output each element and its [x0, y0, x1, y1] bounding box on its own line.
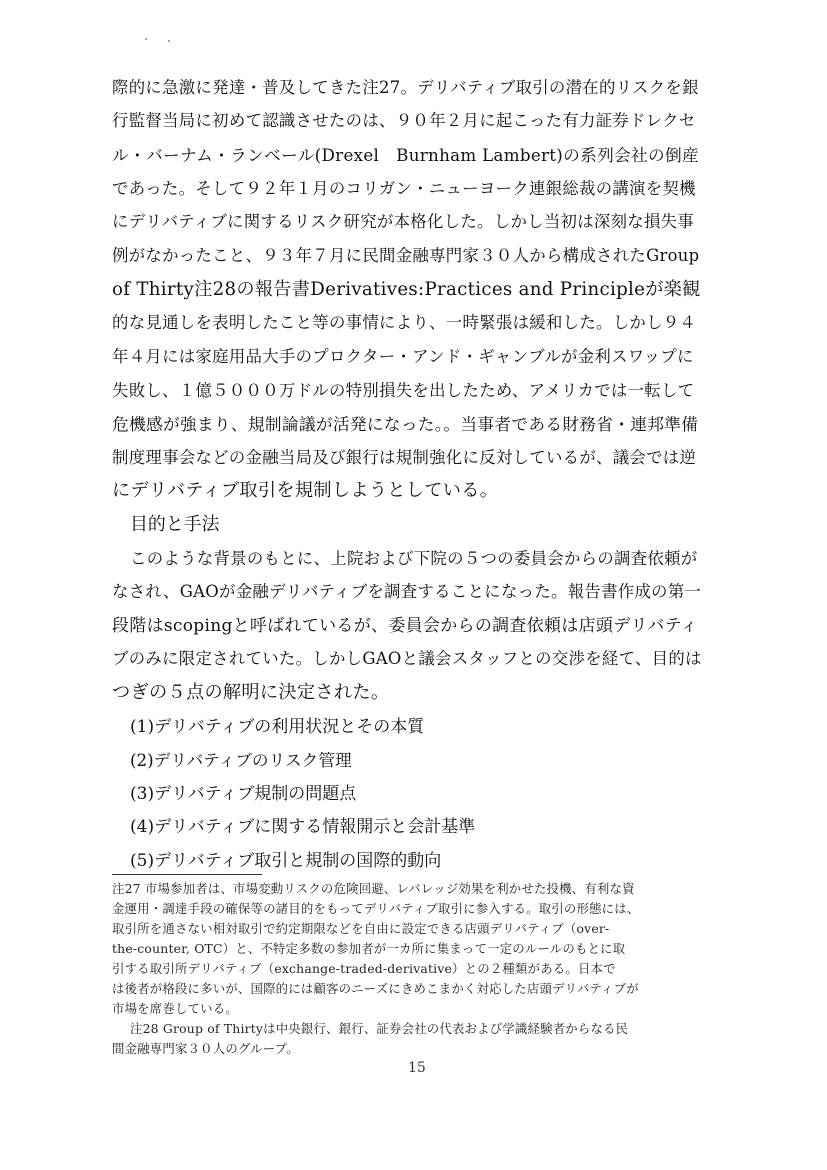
section-line: このような背景のもとに、上院および下院の５つの委員会からの調査依頼が	[130, 549, 698, 568]
section-line: つぎの５点の解明に決定された。	[112, 682, 390, 703]
footnote-line: 注27 市場参加者は、市場変動リスクの危険回避、レバレッジ効果を利かせた投機、有利な資	[112, 881, 635, 896]
body-line: 行監督当局に初めて認識させたのは、９０年２月に起こった有力証券ドレクセ	[112, 111, 696, 130]
body-line: ル・バーナム・ランベール(Drexel Burnham Lambert)の系列会社の倒産	[112, 145, 699, 165]
section-line: なされ、GAOが金融デリバティブを調査することになった。報告書作成の第一	[112, 582, 702, 601]
footnote-line: 注28 Group of Thirtyは中央銀行、銀行、証券会社の代表および学識経験者からなる民	[130, 1021, 629, 1036]
body-line: であった。そして９２年１月のコリガン・ニューヨーク連銀総裁の講演を契機	[112, 179, 696, 198]
footnote-rule	[112, 874, 262, 875]
scan-speck	[145, 38, 147, 40]
footnote-line: 間金融専門家３０人のグループ。	[112, 1041, 299, 1056]
list-item: (3)デリバティブ規制の問題点	[130, 784, 357, 804]
body-line: 失敗し、１億５０００万ドルの特別損失を出したため、アメリカでは一転して	[112, 381, 695, 400]
section-heading: 目的と手法	[130, 514, 220, 535]
body-line: 的な見通しを表明したこと等の事情により、一時緊張は緩和した。しかし９４	[112, 313, 697, 332]
body-line: 例がなかったこと、９３年７月に民間金融専門家３０人から構成されたGroup	[112, 246, 700, 265]
footnote-line: 市場を席巻している。	[112, 1001, 238, 1016]
footnote-line: 金運用・調達手段の確保等の諸目的をもってデリバティブ取引に参入する。取引の形態には、	[112, 901, 640, 916]
footnote-line: the-counter, OTC）と、不特定多数の参加者が一カ所に集まって一定のルールのもとに取	[112, 941, 626, 956]
footnote-line: 取引所を通さない相対取引で約定期限などを自由に設定できる店頭デリバティブ（over-	[112, 921, 610, 936]
list-item: (4)デリバティブに関する情報開示と会計基準	[130, 817, 476, 837]
page-number: 15	[408, 1060, 426, 1076]
body-line: にデリバティブに関するリスク研究が本格化した。しかし当初は深刻な損失事	[112, 212, 695, 231]
scan-speck	[168, 40, 170, 42]
list-item: (2)デリバティブのリスク管理	[130, 750, 352, 770]
list-item: (5)デリバティブ取引と規制の国際的動向	[130, 851, 442, 871]
body-line: 年４月には家庭用品大手のプロクター・アンド・ギャンブルが金利スワップに	[112, 347, 694, 366]
body-line: of Thirty注28の報告書Derivatives:Practices and Principleが楽観	[112, 279, 701, 300]
body-line: 際的に急激に発達・普及してきた注27。デリバティブ取引の潜在的リスクを銀	[112, 78, 699, 97]
body-line: 危機感が強まり、規制論議が活発になった。。当事者である財務省・連邦準備	[112, 414, 699, 434]
footnote-line: は後者が格段に多いが、国際的には顧客のニーズにきめこまかく対応した店頭デリバティブが	[112, 981, 639, 996]
body-line: 制度理事会などの金融当局及び銀行は規制強化に反対しているが、議会では逆	[112, 448, 697, 467]
body-line: にデリバティブ取引を規制しようとしている。	[112, 480, 499, 501]
list-item: (1)デリバティブの利用状況とその本質	[130, 717, 425, 737]
section-line: 段階はscopingと呼ばれているが、委員会からの調査依頼は店頭デリバティ	[112, 616, 698, 636]
section-line: ブのみに限定されていた。しかしGAOと議会スタッフとの交渉を経て、目的は	[112, 649, 702, 668]
footnote-line: 引する取引所デリバティブ（exchange-traded-derivative）との２種類がある。日本で	[112, 961, 616, 976]
